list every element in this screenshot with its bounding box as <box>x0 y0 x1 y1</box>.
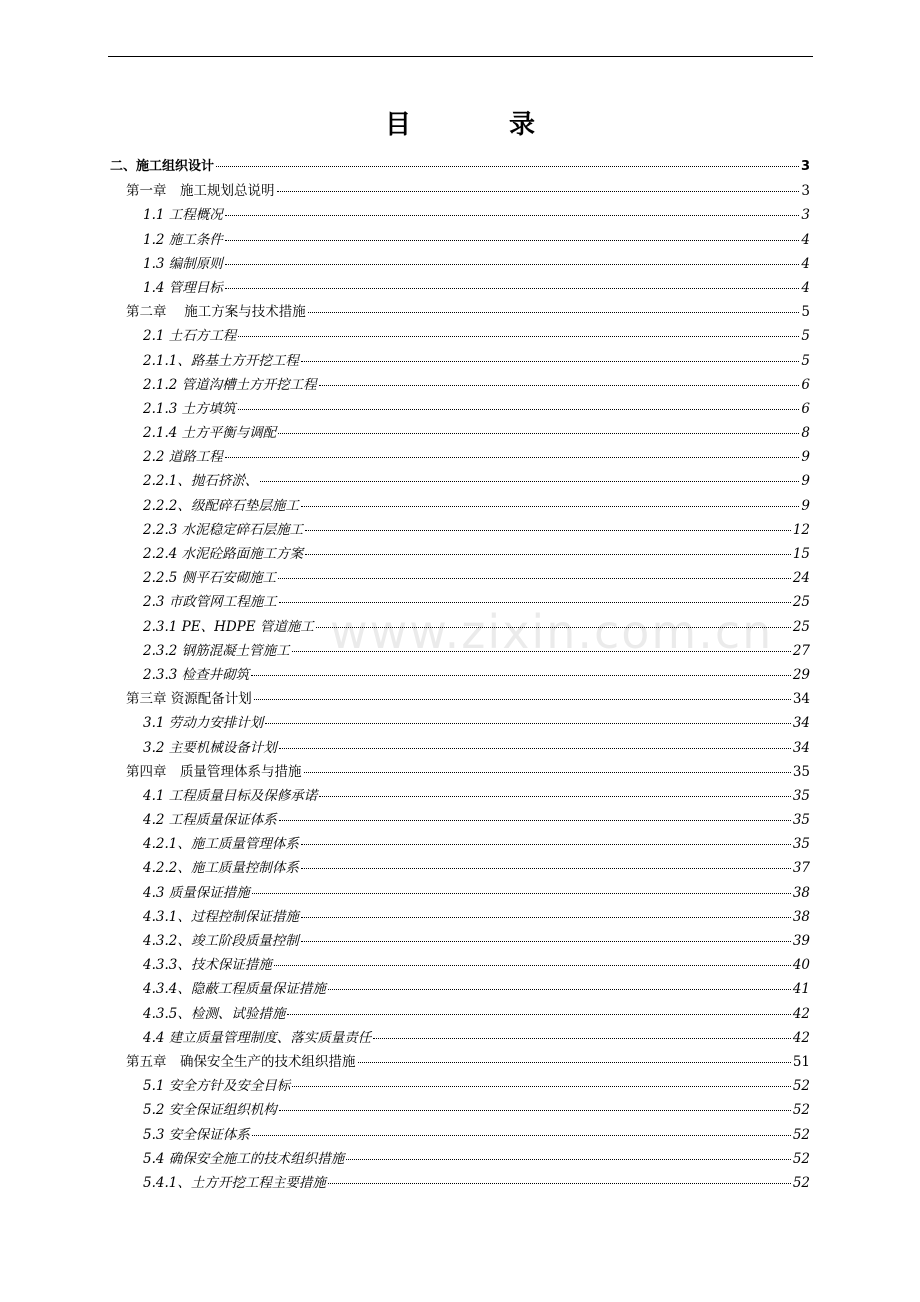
toc-entry-label: 4.3.2、竣工阶段质量控制 <box>143 933 299 949</box>
toc-entry-label: 3.1 劳动力安排计划 <box>143 715 264 732</box>
toc-entry-label: 第四章 质量管理体系与措施 <box>126 763 302 780</box>
page-title: 目 录 <box>384 110 571 140</box>
toc-dot-leader <box>279 1110 791 1111</box>
toc-entry[interactable] <box>110 1050 810 1074</box>
toc-entry-label: 5.4.1、土方开挖工程主要措施 <box>143 1174 326 1191</box>
toc-entry-label: 5.3 安全保证体系 <box>143 1126 250 1143</box>
toc-entry-label: 2.1.3 土方填筑 <box>143 400 236 417</box>
toc-entry-page: 24 <box>792 570 810 587</box>
toc-entry-label: 2.2.5 侧平石安砌施工 <box>143 570 277 587</box>
toc-entry[interactable] <box>110 663 810 687</box>
toc-entry-label: 4.3.5、检测、试验措施 <box>143 1005 286 1022</box>
toc-entry-page: 51 <box>792 1053 810 1070</box>
toc-entry-label: 4.3.4、隐蔽工程质量保证措施 <box>143 981 326 998</box>
toc-entry-page: 35 <box>792 763 810 780</box>
toc-entry[interactable] <box>110 349 810 373</box>
toc-entry-page: 4 <box>801 255 810 272</box>
toc-entry-label: 4.3.3、技术保证措施 <box>143 957 272 974</box>
toc-entry-label: 1.1 工程概况 <box>143 207 223 224</box>
toc-entry-page: 9 <box>801 449 810 466</box>
toc-entry[interactable] <box>110 1026 810 1050</box>
toc-dot-leader <box>292 651 791 652</box>
toc-entry-page: 9 <box>801 473 810 490</box>
toc-dot-leader <box>279 820 791 821</box>
toc-dot-leader <box>301 868 791 869</box>
toc-entry[interactable] <box>110 469 810 493</box>
toc-entry-label: 3.2 主要机械设备计划 <box>143 739 277 756</box>
toc-entry-page: 34 <box>792 691 810 708</box>
toc-entry-page: 4 <box>801 279 810 296</box>
toc-entry-page: 52 <box>792 1150 810 1167</box>
toc-entry-label: 1.3 编制原则 <box>143 255 223 272</box>
toc-dot-leader <box>225 240 800 241</box>
toc-entry-page: 52 <box>792 1126 810 1143</box>
toc-entry-label: 2.1.1、路基土方开挖工程 <box>143 352 299 369</box>
toc-entry[interactable] <box>110 590 810 614</box>
toc-entry[interactable] <box>110 687 810 711</box>
toc-entry[interactable] <box>110 494 810 518</box>
toc-entry-label: 4.2.1、施工质量管理体系 <box>143 836 299 853</box>
toc-entry-label: 5.2 安全保证组织机构 <box>143 1102 277 1119</box>
toc-dot-leader <box>225 288 800 289</box>
toc-entry[interactable] <box>110 421 810 445</box>
toc-entry-page: 29 <box>792 666 810 683</box>
toc-entry[interactable] <box>110 445 810 469</box>
toc-entry-page: 38 <box>792 908 810 925</box>
toc-entry-page: 35 <box>792 787 810 804</box>
toc-entry[interactable] <box>110 155 810 179</box>
toc-entry-label: 第二章 施工方案与技术措施 <box>126 304 306 321</box>
toc-entry-page: 6 <box>801 400 810 417</box>
toc-entry[interactable] <box>110 1147 810 1171</box>
toc-dot-leader <box>238 336 799 337</box>
toc-entry-page: 5 <box>801 304 810 321</box>
toc-dot-leader <box>305 530 791 531</box>
toc-entry-page: 3 <box>801 207 810 224</box>
toc-entry-page: 34 <box>792 739 810 756</box>
toc-dot-leader <box>328 989 791 990</box>
toc-entry-page: 25 <box>792 594 810 611</box>
toc-entry-label: 2.3.1 PE、HDPE 管道施工 <box>143 618 314 635</box>
toc-entry[interactable] <box>110 711 810 735</box>
toc-entry-label: 4.2 工程质量保证体系 <box>143 812 277 829</box>
toc-entry-label: 2.3.3 检查井砌筑 <box>143 666 250 683</box>
toc-entry[interactable] <box>110 760 810 784</box>
toc-entry[interactable] <box>110 252 810 276</box>
toc-entry-label: 2.2 道路工程 <box>143 449 223 466</box>
toc-entry[interactable] <box>110 615 810 639</box>
toc-entry-label: 4.3.1、过程控制保证措施 <box>143 908 299 925</box>
toc-entry-page: 3 <box>800 159 810 174</box>
toc-dot-leader <box>346 1159 791 1160</box>
toc-entry-label: 1.4 管理目标 <box>143 279 223 296</box>
toc-dot-leader <box>252 1135 791 1136</box>
toc-entry-label: 2.1.4 土方平衡与调配 <box>143 425 277 442</box>
toc-entry[interactable] <box>110 397 810 421</box>
toc-entry-page: 4 <box>801 231 810 248</box>
toc-entry[interactable] <box>110 929 810 953</box>
toc-dot-leader <box>373 1038 791 1039</box>
toc-dot-leader <box>225 457 800 458</box>
toc-dot-leader <box>301 844 791 845</box>
toc-entry-page: 52 <box>792 1174 810 1191</box>
toc-entry-label: 第五章 确保安全生产的技术组织措施 <box>126 1053 356 1070</box>
toc-entry-page: 27 <box>792 642 810 659</box>
toc-entry-page: 39 <box>792 933 810 949</box>
toc-dot-leader <box>260 481 799 482</box>
toc-entry-page: 52 <box>792 1078 810 1095</box>
toc-entry-label: 第一章 施工规划总说明 <box>126 183 275 200</box>
toc-entry-label: 1.2 施工条件 <box>143 231 223 248</box>
toc-dot-leader <box>301 917 791 918</box>
toc-entry-label: 4.4 建立质量管理制度、落实质量责任 <box>143 1029 372 1046</box>
toc-dot-leader <box>292 1086 791 1087</box>
toc-dot-leader <box>238 409 800 410</box>
toc-entry-page: 38 <box>792 884 810 901</box>
toc-entry[interactable] <box>110 1002 810 1026</box>
toc-entry[interactable] <box>110 905 810 929</box>
toc-entry-label: 4.2.2、施工质量控制体系 <box>143 860 299 877</box>
toc-entry[interactable] <box>110 784 810 808</box>
toc-entry[interactable] <box>110 881 810 905</box>
toc-entry-label: 5.1 安全方针及安全目标 <box>143 1078 291 1095</box>
toc-entry-label: 4.3 质量保证措施 <box>143 884 250 901</box>
header-rule <box>108 56 813 57</box>
toc-entry[interactable] <box>110 203 810 227</box>
toc-entry-label: 2.2.4 水泥砼路面施工方案 <box>143 546 304 562</box>
toc-entry-label: 5.4 确保安全施工的技术组织措施 <box>143 1150 345 1167</box>
toc-entry[interactable] <box>110 300 810 324</box>
toc-entry-label: 2.2.3 水泥稳定碎石层施工 <box>143 521 304 538</box>
toc-entry-page: 5 <box>801 352 810 369</box>
toc-dot-leader <box>316 627 791 628</box>
toc-entry[interactable] <box>110 856 810 880</box>
toc-entry-page: 8 <box>801 425 810 442</box>
toc-entry[interactable] <box>110 518 810 542</box>
toc-entry-label: 2.3 市政管网工程施工 <box>143 594 277 611</box>
toc-entry[interactable] <box>110 179 810 203</box>
toc-dot-leader <box>254 699 791 700</box>
toc-entry-label: 4.1 工程质量目标及保修承诺 <box>143 787 318 804</box>
toc-entry-page: 37 <box>792 860 810 877</box>
toc-entry[interactable] <box>110 1171 810 1195</box>
toc-entry-label: 2.1.2 管道沟槽土方开挖工程 <box>143 376 317 393</box>
toc-entry-page: 15 <box>792 546 810 562</box>
toc-dot-leader <box>301 941 791 942</box>
watermark: www.zixin.com.cn <box>330 605 774 659</box>
toc-entry-page: 12 <box>792 521 810 538</box>
toc-entry-page: 6 <box>801 376 810 393</box>
toc-entry[interactable] <box>110 639 810 663</box>
toc-dot-leader <box>278 433 799 434</box>
toc-dot-leader <box>319 796 791 797</box>
toc-entry-label: 2.3.2 钢筋混凝土管施工 <box>143 642 290 659</box>
toc-dot-leader <box>328 1183 791 1184</box>
toc-entry-page: 52 <box>792 1102 810 1119</box>
toc-entry[interactable] <box>110 542 810 566</box>
toc-entry-page: 35 <box>792 836 810 853</box>
toc-entry-page: 9 <box>801 497 810 514</box>
toc-dot-leader <box>225 264 800 265</box>
toc-entry[interactable] <box>110 566 810 590</box>
toc-entry-page: 42 <box>792 1005 810 1022</box>
toc-entry-page: 25 <box>792 618 810 635</box>
toc-dot-leader <box>305 554 791 555</box>
toc-entry-label: 2.1 土石方工程 <box>143 328 237 345</box>
toc-entry[interactable] <box>110 808 810 832</box>
toc-entry[interactable] <box>110 1098 810 1122</box>
toc-entry-label: 2.2.1、抛石挤淤、 <box>143 473 259 490</box>
toc-entry[interactable] <box>110 324 810 348</box>
toc-entry-page: 35 <box>792 812 810 829</box>
toc-entry-label: 二、施工组织设计 <box>110 159 215 174</box>
toc-entry[interactable] <box>110 736 810 760</box>
toc-dot-leader <box>308 312 800 313</box>
toc-dot-leader <box>265 723 791 724</box>
toc-entry-page: 41 <box>792 981 810 998</box>
toc-entry[interactable] <box>110 953 810 977</box>
table-of-contents <box>110 155 810 1195</box>
toc-dot-leader <box>225 215 800 216</box>
toc-entry[interactable] <box>110 977 810 1001</box>
toc-dot-leader <box>301 361 800 362</box>
toc-entry[interactable] <box>110 1123 810 1147</box>
toc-dot-leader <box>358 1062 791 1063</box>
toc-dot-leader <box>274 965 791 966</box>
toc-dot-leader <box>279 602 791 603</box>
toc-entry[interactable] <box>110 228 810 252</box>
toc-entry[interactable] <box>110 373 810 397</box>
toc-dot-leader <box>287 1014 790 1015</box>
toc-entry-page: 5 <box>801 328 810 345</box>
toc-dot-leader <box>277 191 800 192</box>
toc-dot-leader <box>304 772 791 773</box>
toc-entry[interactable] <box>110 1074 810 1098</box>
toc-entry[interactable] <box>110 832 810 856</box>
toc-dot-leader <box>301 506 800 507</box>
toc-entry-page: 3 <box>801 183 810 200</box>
toc-dot-leader <box>278 578 791 579</box>
toc-dot-leader <box>216 166 799 167</box>
toc-dot-leader <box>252 893 791 894</box>
toc-entry-page: 34 <box>792 715 810 732</box>
toc-entry-page: 42 <box>792 1029 810 1046</box>
toc-dot-leader <box>251 675 791 676</box>
toc-entry[interactable] <box>110 276 810 300</box>
toc-dot-leader <box>319 385 800 386</box>
toc-dot-leader <box>279 748 791 749</box>
toc-entry-page: 40 <box>792 957 810 974</box>
toc-entry-label: 2.2.2、级配碎石垫层施工 <box>143 497 299 514</box>
toc-entry-label: 第三章 资源配备计划 <box>126 691 252 708</box>
